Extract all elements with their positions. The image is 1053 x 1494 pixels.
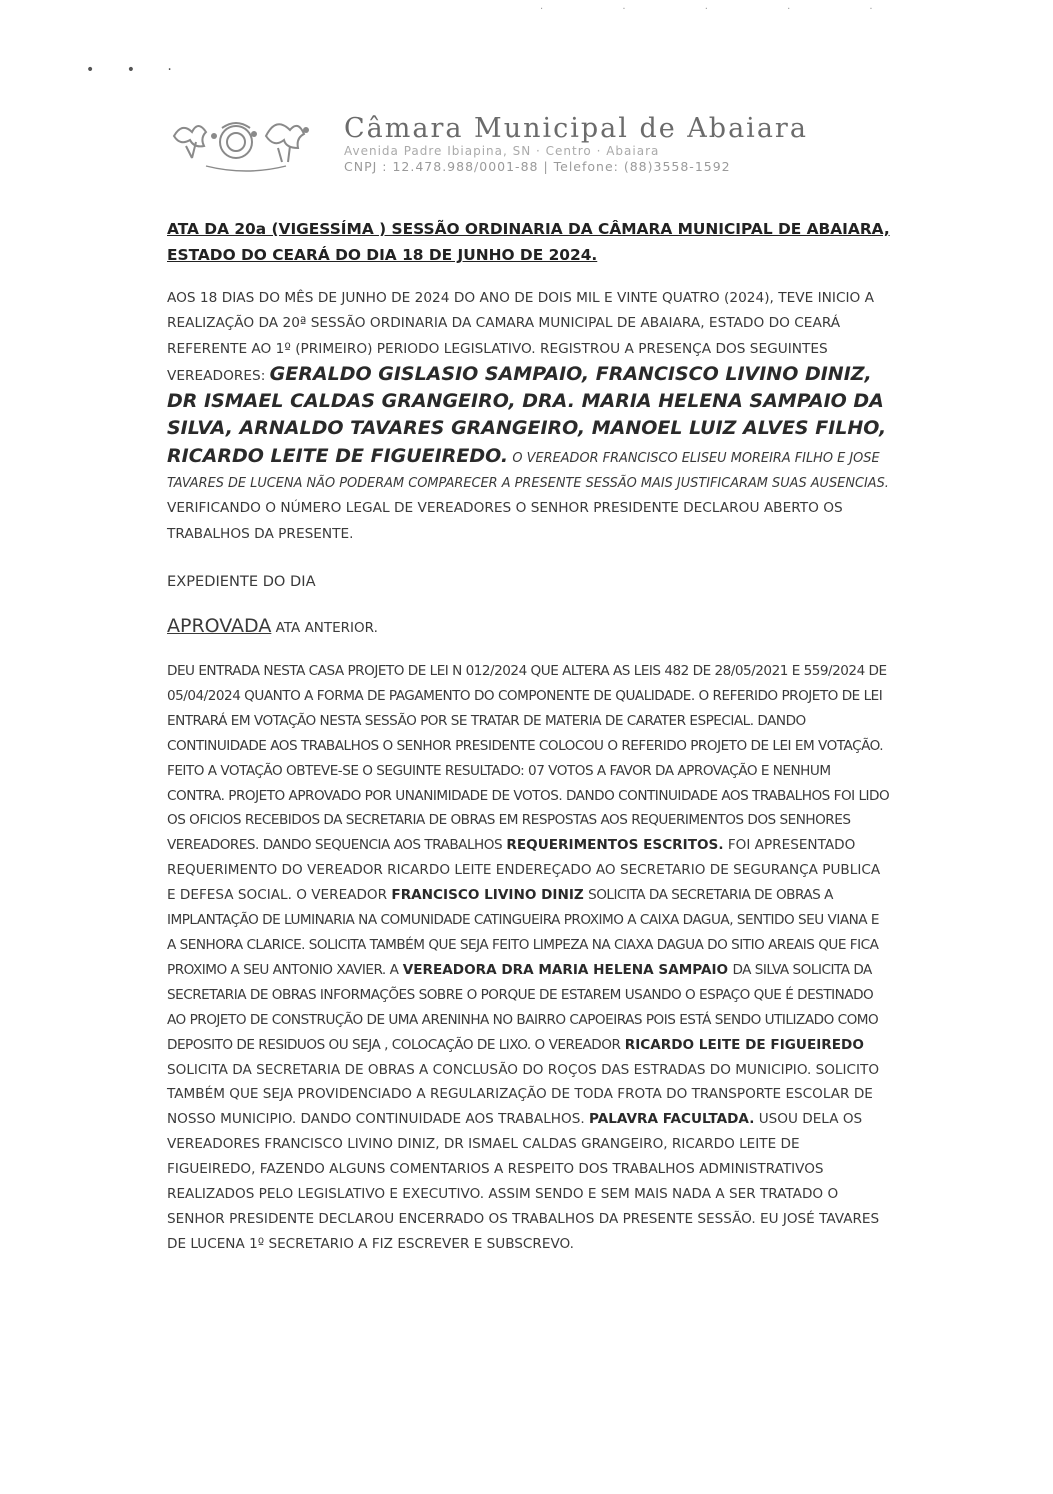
paragraph-proceedings: [167, 659, 891, 1257]
scan-specks: • • ·: [86, 62, 186, 78]
previous-minutes-approved: [167, 615, 378, 637]
proceedings-part-a: DEU ENTRADA NESTA CASA PROJETO DE LEI N 012/2024 QUE ALTERA AS LEIS 482 DE 28/05/2021 E 559/2024 DE 05/04/2024 QUANTO A FORMA DE PAGAMENTO DO COMPONENTE DE QUALIDADE. O REFERIDO PROJETO DE LEI ENTRARÁ EM VOTAÇÃO NESTA SESSÃO POR SE TRATAR DE MATERIA DE CARATER ESPECIAL. DANDO CONTINUIDADE AOS TRABALHOS O SENHOR PRESIDENTE COLOCOU O REFERIDO PROJETO DE LEI EM VOTAÇÃO. FEITO A VOTAÇÃO OBTEVE-SE O SEGUINTE RESULTADO: 07 VOTOS A FAVOR DA APROVAÇÃO E NENHUM CONTRA. PROJETO APROVADO POR UNANIMIDADE DE VOTOS. DANDO CONTINUIDADE AOS TRABALHOS FOI LIDO OS OFICIOS RECEBIDOS DA SECRETARIA DE OBRAS EM RESPOSTAS AOS REQUERIMENTOS DOS SENHORES VEREADORES. DANDO SEQUENCIA AOS TRABALHOS: [167, 663, 890, 854]
opening-end: VERIFICANDO O NÚMERO LEGAL DE VEREADORES O SENHOR PRESIDENTE DECLAROU ABERTO OS TRABALHOS DA PRESENTE.: [167, 500, 843, 542]
councillor-ricardo-leite: RICARDO LEITE DE FIGUEIREDO: [624, 1036, 864, 1053]
scan-marks-top: · · · · ·: [540, 4, 911, 15]
heading-written-requests: REQUERIMENTOS ESCRITOS.: [506, 837, 724, 854]
opening-intro: AOS 18 DIAS DO MÊS DE JUNHO DE 2024 DO ANO DE DOIS MIL E VINTE QUATRO (2024), TEVE INICIO A REALIZAÇÃO DA 20ª SESSÃO ORDINARIA DA CAMARA MUNICIPAL DE ABAIARA, ESTADO DO CEARÁ REFERENTE AO 1º (PRIMEIRO) PERIODO LEGISLATIVO. REGISTROU A PRESENÇA DOS SEGUINTES VEREADORES:: [167, 290, 875, 384]
institution-address: Avenida Padre Ibiapina, SN · Centro · Abaiara: [344, 144, 660, 158]
proceedings-part-g: DA SILVA SOLICITA DA SECRETARIA DE OBRAS INFORMAÇÕES SOBRE O PORQUE DE ESTAREM USANDO O ESPAÇO QUE É DESTINADO AO PROJETO DE CONSTRUÇÃO DE UMA ARENINHA NO BAIRRO CAPOEIRAS POIS ESTÁ SENDO UTILIZADO COMO DEPOSITO DE RESIDUOS OU SEJA , COLOCAÇÃO DE LIXO. O VEREADOR: [167, 961, 879, 1053]
paragraph-opening: [167, 286, 892, 547]
municipal-crest-icon: [166, 106, 336, 176]
councillor-francisco-livino: FRANCISCO LIVINO DINIZ: [391, 887, 584, 904]
section-heading-expediente: EXPEDIENTE DO DIA: [167, 573, 316, 590]
institution-block: [344, 114, 904, 175]
institution-name: Câmara Municipal de Abaiara: [344, 113, 808, 144]
approved-rest: ATA ANTERIOR.: [275, 620, 378, 636]
institution-contact: CNPJ : 12.478.988/0001-88 | Telefone: (88)3558-1592: [344, 159, 731, 174]
councillor-maria-helena: VEREADORA DRA MARIA HELENA SAMPAIO: [402, 961, 729, 978]
heading-palavra-facultada: PALAVRA FACULTADA.: [589, 1111, 755, 1128]
document-title: ATA DA 20a (VIGESSÍMA ) SESSÃO ORDINARIA DA CÂMARA MUNICIPAL DE ABAIARA, ESTADO DO CEARÁ DO DIA 18 DE JUNHO DE 2024.: [167, 220, 890, 264]
proceedings-part-k: USOU DELA OS VEREADORES FRANCISCO LIVINO DINIZ, DR ISMAEL CALDAS GRANGEIRO, RICARDO LEITE DE FIGUEIREDO, FAZENDO ALGUNS COMENTARIOS A RESPEITO DOS TRABALHOS ADMINISTRATIVOS REALIZADOS PELO LEGISLATIVO E EXECUTIVO. ASSIM SENDO E SEM MAIS NADA A SER TRATADO O SENHOR PRESIDENTE DECLAROU ENCERRADO OS TRABALHOS DA PRESENTE SESSÃO. EU JOSÉ TAVARES DE LUCENA 1º SECRETARIO A FIZ ESCREVER E SUBSCREVO.: [167, 1111, 880, 1252]
approved-word: APROVADA: [167, 615, 272, 637]
absent-councillors: O VEREADOR FRANCISCO ELISEU MOREIRA FILHO E JOSE TAVARES DE LUCENA NÃO PODERAM COMPARECER A PRESENTE SESSÃO MAIS JUSTIFICARAM SUAS AUSENCIAS.: [167, 450, 889, 492]
proceedings-part-i: SOLICITA DA SECRETARIA DE OBRAS A CONCLUSÃO DO ROÇOS DAS ESTRADAS DO MUNICIPIO. SOLICITO TAMBÉM QUE SEJA PROVIDENCIADO A REGULARIZAÇÃO DE TODA FROTA DO TRANSPORTE ESCOLAR DE NOSSO MUNICIPIO. DANDO CONTINUIDADE AOS TRABALHOS.: [167, 1061, 880, 1128]
proceedings-part-c: FOI APRESENTADO REQUERIMENTO DO VEREADOR RICARDO LEITE ENDEREÇADO AO SECRETARIO DE SEGURANÇA PUBLICA E DEFESA SOCIAL. O VEREADOR: [167, 837, 881, 904]
letterhead: [166, 106, 886, 176]
present-councillors: GERALDO GISLASIO SAMPAIO, FRANCISCO LIVINO DINIZ, DR ISMAEL CALDAS GRANGEIRO, DRA. MARIA HELENA SAMPAIO DA SILVA, ARNALDO TAVARES GRANGEIRO, MANOEL LUIZ ALVES FILHO, RICARDO LEITE DE FIGUEIREDO.: [167, 362, 887, 467]
proceedings-part-e: SOLICITA DA SECRETARIA DE OBRAS A IMPLANTAÇÃO DE LUMINARIA NA COMUNIDADE CATINGUEIRA PROXIMO A CAIXA DAGUA, SENTIDO SEU VIANA E A SENHORA CLARICE. SOLICITA TAMBÉM QUE SEJA FEITO LIMPEZA NA CIAXA DAGUA DO SITIO AREAIS QUE FICA PROXIMO A SEU ANTONIO XAVIER. A: [167, 887, 879, 978]
